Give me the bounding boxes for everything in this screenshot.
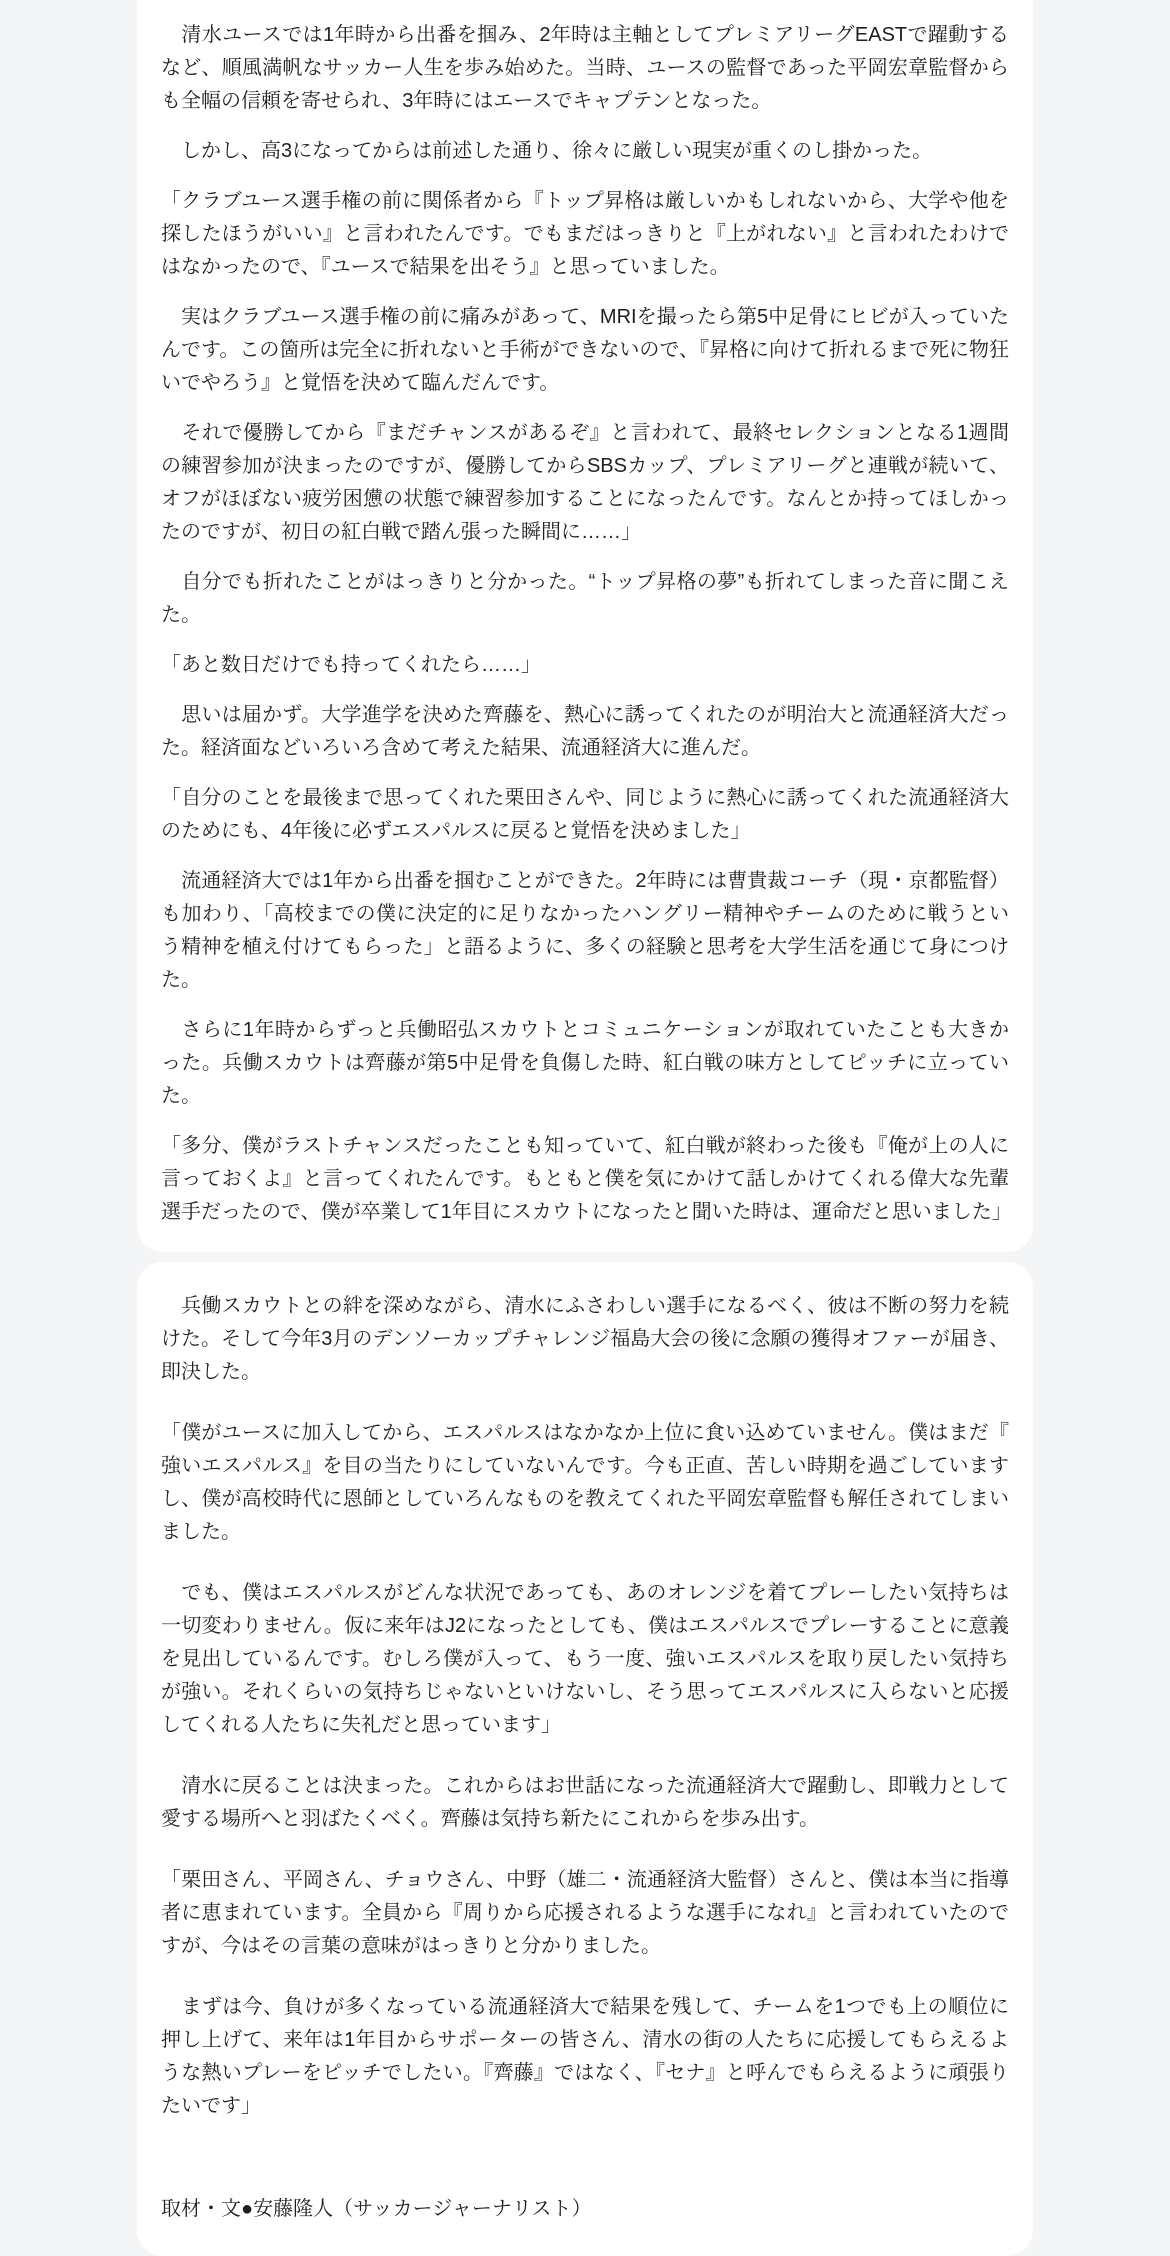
paragraph: 自分でも折れたことがはっきりと分かった。“トップ昇格の夢”も折れてしまった音に聞こえた。 <box>161 571 1009 626</box>
paragraph: 清水に戻ることは決まった。これからはお世話になった流通経済大で躍動し、即戦力として愛する場所へと羽ばたくべく。齊藤は気持ち新たにこれからを歩み出す。 <box>161 1775 1009 1830</box>
article-section-1 <box>137 0 1033 1252</box>
paragraph: 思いは届かず。大学進学を決めた齊藤を、熱心に誘ってくれたのが明治大と流通経済大だった。経済面などいろいろ含めて考えた結果、流通経済大に進んだ。 <box>161 704 1009 759</box>
paragraph: 「クラブユース選手権の前に関係者から『トップ昇格は厳しいかもしれないから、大学や他を探したほうがいい』と言われたんです。でもまだはっきりと『上がれない』と言われたわけではなかったので、『ユースで結果を出そう』と思っていました。 <box>161 190 1009 278</box>
paragraph: 「あと数日だけでも持ってくれたら……」 <box>161 654 541 676</box>
paragraph: 兵働スカウトとの絆を深めながら、清水にふさわしい選手になるべく、彼は不断の努力を続けた。そして今年3月のデンソーカップチャレンジ福島大会の後に念願の獲得オファーが届き、即決した。 <box>161 1295 1009 1383</box>
paragraph: まずは今、負けが多くなっている流通経済大で結果を残して、チームを1つでも上の順位に押し上げて、来年は1年目からサポーターの皆さん、清水の街の人たちに応援してもらえるような熱いプレーをピッチでしたい。『齊藤』ではなく、『セナ』と呼んでもらえるように頑張りたいです」 <box>161 1996 1009 2117</box>
article-section-2 <box>137 1262 1033 2256</box>
credit-line: 取材・文●安藤隆人（サッカージャーナリスト） <box>161 2198 592 2220</box>
paragraph: 清水ユースでは1年時から出番を掴み、2年時は主軸としてプレミアリーグEASTで躍動するなど、順風満帆なサッカー人生を歩み始めた。当時、ユースの監督であった平岡宏章監督からも全幅の信頼を寄せられ、3年時にはエースでキャプテンとなった。 <box>161 24 1009 112</box>
paragraph: 「自分のことを最後まで思ってくれた栗田さんや、同じように熱心に誘ってくれた流通経済大のためにも、4年後に必ずエスパルスに戻ると覚悟を決めました」 <box>161 787 1009 842</box>
paragraph: 「多分、僕がラストチャンスだったことも知っていて、紅白戦が終わった後も『俺が上の人に言っておくよ』と言ってくれたんです。もともと僕を気にかけて話しかけてくれる偉大な先輩選手だったので、僕が卒業して1年目にスカウトになったと聞いた時は、運命だと思いました」 <box>161 1135 1012 1223</box>
paragraph: 流通経済大では1年から出番を掴むことができた。2年時には曹貴裁コーチ（現・京都監督）も加わり、「高校までの僕に決定的に足りなかったハングリー精神やチームのために戦うという精神を植え付けてもらった」と語るように、多くの経験と思考を大学生活を通じて身につけた。 <box>161 870 1009 991</box>
paragraph: でも、僕はエスパルスがどんな状況であっても、あのオレンジを着てプレーしたい気持ちは一切変わりません。仮に来年はJ2になったとしても、僕はエスパルスでプレーすることに意義を見出しているんです。むしろ僕が入って、もう一度、強いエスパルスを取り戻したい気持ちが強い。それくらいの気持ちじゃないといけないし、そう思ってエスパルスに入らないと応援してくれる人たちに失礼だと思っています」 <box>161 1582 1009 1736</box>
paragraph: しかし、高3になってからは前述した通り、徐々に厳しい現実が重くのし掛かった。 <box>161 140 933 162</box>
paragraph: 「栗田さん、平岡さん、チョウさん、中野（雄二・流通経済大監督）さんと、僕は本当に指導者に恵まれています。全員から『周りから応援されるような選手になれ』と言われていたのですが、今はその言葉の意味がはっきりと分かりました。 <box>161 1869 1009 1957</box>
paragraph: 「僕がユースに加入してから、エスパルスはなかなか上位に食い込めていません。僕はまだ『強いエスパルス』を目の当たりにしていないんです。今も正直、苦しい時期を過ごしていますし、僕が高校時代に恩師としていろんなものを教えてくれた平岡宏章監督も解任されてしまいました。 <box>161 1422 1009 1543</box>
paragraph: 実はクラブユース選手権の前に痛みがあって、MRIを撮ったら第5中足骨にヒビが入っていたんです。この箇所は完全に折れないと手術ができないので、『昇格に向けて折れるまで死に物狂いでやろう』と覚悟を決めて臨んだんです。 <box>161 306 1009 394</box>
paragraph: それで優勝してから『まだチャンスがあるぞ』と言われて、最終セレクションとなる1週間の練習参加が決まったのですが、優勝してからSBSカップ、プレミアリーグと連戦が続いて、オフがほぼない疲労困憊の状態で練習参加することになったんです。なんとか持ってほしかったのですが、初日の紅白戦で踏ん張った瞬間に……」 <box>161 422 1009 543</box>
paragraph: さらに1年時からずっと兵働昭弘スカウトとコミュニケーションが取れていたことも大きかった。兵働スカウトは齊藤が第5中足骨を負傷した時、紅白戦の味方としてピッチに立っていた。 <box>161 1019 1009 1107</box>
